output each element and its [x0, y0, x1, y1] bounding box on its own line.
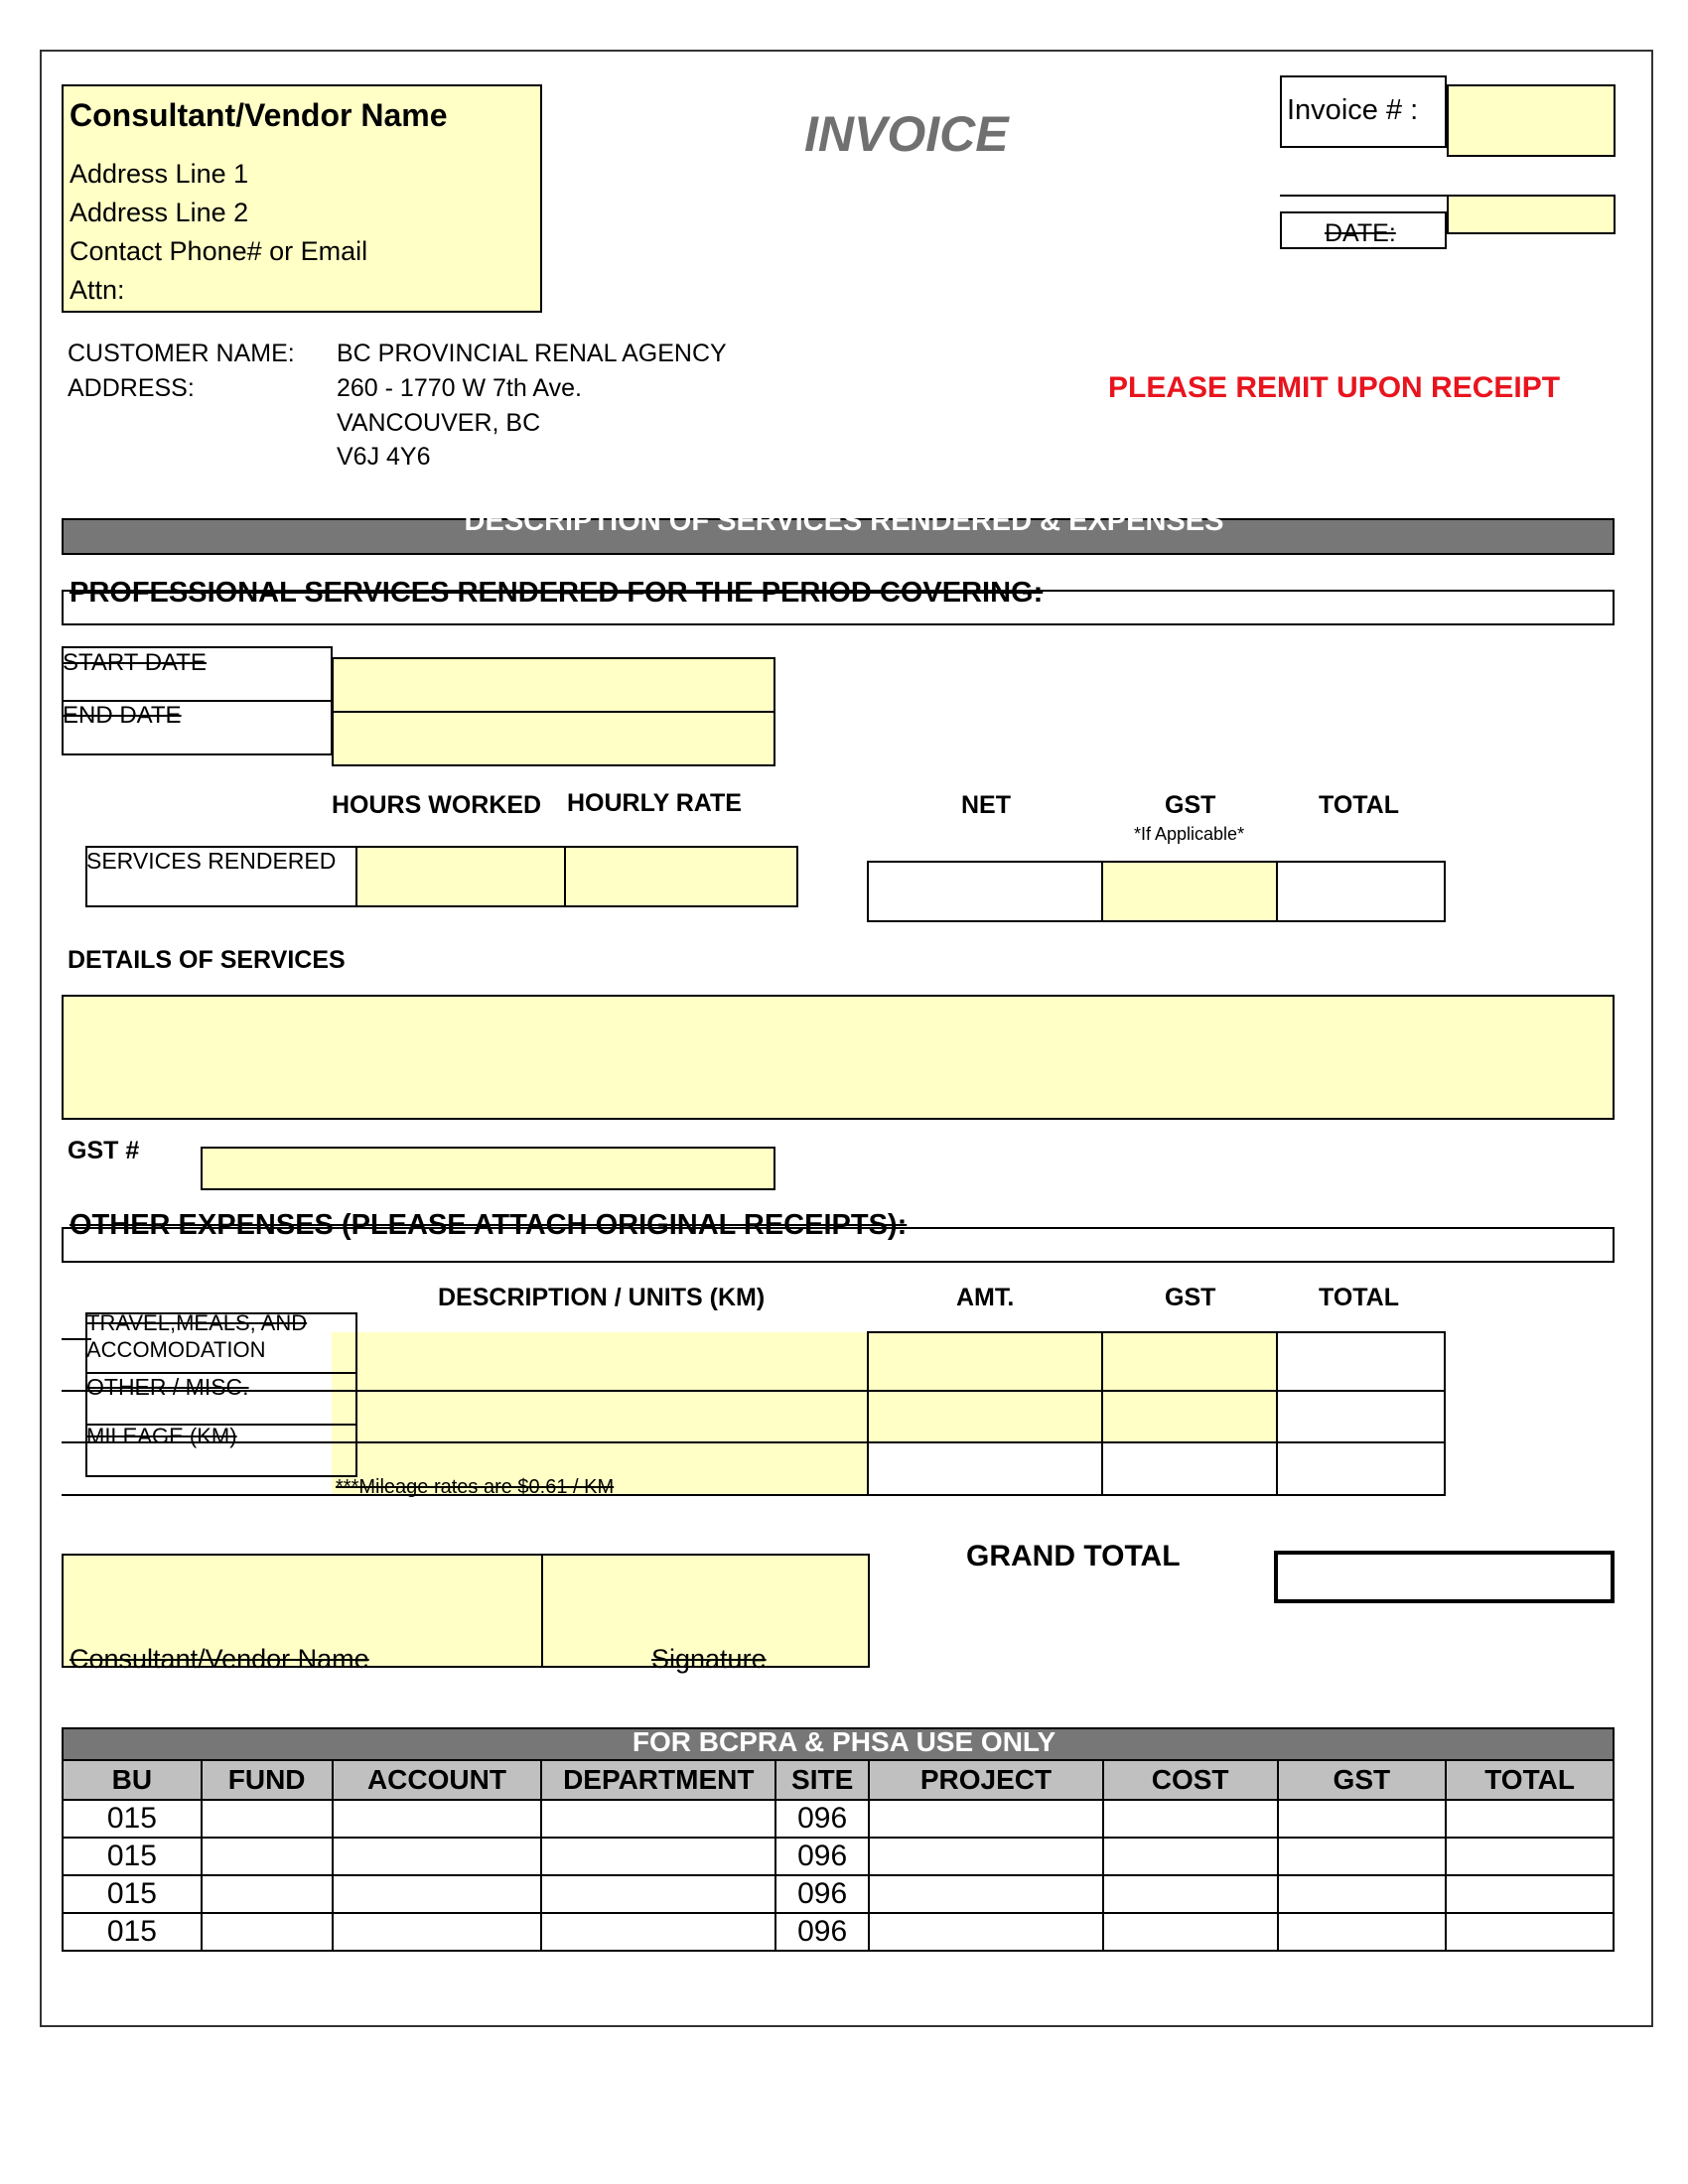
customer-name: BC PROVINCIAL RENAL AGENCY [337, 340, 727, 367]
col-fund: FUND [202, 1760, 333, 1800]
details-field[interactable] [62, 995, 1615, 1120]
cell-project[interactable] [869, 1913, 1103, 1951]
cell-fund[interactable] [202, 1913, 333, 1951]
account-coding-table [62, 1759, 1615, 1952]
cell-fund[interactable] [202, 1800, 333, 1838]
cell-account[interactable] [333, 1838, 542, 1875]
col-gst: GST [1278, 1760, 1447, 1800]
start-date-field[interactable] [332, 657, 775, 713]
date-top-rule [1280, 195, 1447, 197]
expense-amt-row-2[interactable] [867, 1391, 1103, 1443]
cell-account[interactable] [333, 1913, 542, 1951]
expense-amount-header: AMT. [956, 1284, 1015, 1311]
services-rendered-label: SERVICES RENDERED [86, 848, 337, 874]
vendor-address-2: Address Line 2 [70, 198, 249, 227]
cell-bu[interactable]: 015 [63, 1913, 202, 1951]
expense-amt-row-3[interactable] [867, 1442, 1103, 1495]
gst-field[interactable] [1101, 861, 1278, 922]
cell-department[interactable] [541, 1875, 775, 1913]
vendor-address-1: Address Line 1 [70, 159, 249, 189]
customer-address-2: VANCOUVER, BC [337, 409, 541, 437]
gst-header: GST [1165, 791, 1216, 819]
cell-site[interactable]: 096 [775, 1838, 869, 1875]
expense-grid-bottom [62, 1494, 1446, 1496]
net-header: NET [961, 791, 1011, 819]
cell-gst[interactable] [1278, 1913, 1447, 1951]
cell-department[interactable] [541, 1800, 775, 1838]
expense-travel-label-1: TRAVEL,MEALS, AND [86, 1310, 308, 1335]
cell-site[interactable]: 096 [775, 1800, 869, 1838]
expense-desc-row-2[interactable] [332, 1391, 869, 1443]
expense-vline-2 [1101, 1331, 1103, 1496]
hourly-rate-field[interactable] [564, 846, 798, 907]
expense-travel-label-2: ACCOMODATION [86, 1337, 266, 1362]
expense-mileage-label: MILEAGE (KM) [86, 1424, 237, 1448]
invoice-title: INVOICE [804, 106, 1009, 162]
cell-department[interactable] [541, 1913, 775, 1951]
invoice-number-label: Invoice # : [1287, 94, 1419, 126]
cell-total[interactable] [1446, 1800, 1614, 1838]
total-header: TOTAL [1319, 791, 1400, 819]
net-field[interactable] [867, 861, 1103, 922]
expense-other-label: OTHER / MISC. [86, 1374, 249, 1400]
col-account: ACCOUNT [333, 1760, 542, 1800]
table-row [63, 1875, 1614, 1913]
end-date-label: END DATE [63, 702, 182, 729]
end-date-field[interactable] [332, 711, 775, 766]
signature-label: Signature [651, 1644, 767, 1674]
expense-desc-row-1[interactable] [332, 1332, 869, 1392]
cell-cost[interactable] [1103, 1913, 1278, 1951]
customer-address-3: V6J 4Y6 [337, 443, 431, 471]
expense-gst-row-3[interactable] [1101, 1442, 1278, 1495]
cell-bu[interactable]: 015 [63, 1875, 202, 1913]
col-cost: COST [1103, 1760, 1278, 1800]
grand-total-label: GRAND TOTAL [966, 1540, 1181, 1572]
cell-total[interactable] [1446, 1875, 1614, 1913]
expense-gst-row-2[interactable] [1101, 1391, 1278, 1443]
col-project: PROJECT [869, 1760, 1103, 1800]
cell-gst[interactable] [1278, 1800, 1447, 1838]
expense-description-header: DESCRIPTION / UNITS (KM) [438, 1284, 766, 1311]
col-total: TOTAL [1446, 1760, 1614, 1800]
cell-gst[interactable] [1278, 1875, 1447, 1913]
col-bu: BU [63, 1760, 202, 1800]
date-field[interactable] [1447, 195, 1616, 234]
cell-total[interactable] [1446, 1913, 1614, 1951]
gst-note: *If Applicable* [1134, 824, 1245, 844]
gst-number-field[interactable] [201, 1147, 775, 1190]
col-site: SITE [775, 1760, 869, 1800]
total-field[interactable] [1276, 861, 1446, 922]
section-banner-text: DESCRIPTION OF SERVICES RENDERED & EXPENSES [464, 505, 1224, 537]
vendor-name: Consultant/Vendor Name [70, 97, 448, 133]
expense-grid-top [867, 1331, 1446, 1333]
cell-gst[interactable] [1278, 1838, 1447, 1875]
cell-cost[interactable] [1103, 1875, 1278, 1913]
cell-cost[interactable] [1103, 1800, 1278, 1838]
hourly-rate-header: HOURLY RATE [567, 789, 742, 817]
vendor-name-signature-label: Consultant/Vendor Name [70, 1644, 369, 1674]
table-row [63, 1838, 1614, 1875]
remit-notice: PLEASE REMIT UPON RECEIPT [1108, 371, 1561, 404]
grand-total-field[interactable] [1274, 1551, 1615, 1603]
details-label: DETAILS OF SERVICES [68, 946, 346, 974]
period-heading: PROFESSIONAL SERVICES RENDERED FOR THE PERIOD COVERING: [70, 577, 1044, 609]
cell-bu[interactable]: 015 [63, 1838, 202, 1875]
vendor-contact: Contact Phone# or Email [70, 236, 368, 266]
table-row [63, 1913, 1614, 1951]
account-coding-header-row [63, 1760, 1614, 1800]
cell-fund[interactable] [202, 1838, 333, 1875]
cell-project[interactable] [869, 1800, 1103, 1838]
customer-address-label: ADDRESS: [68, 374, 195, 402]
cell-project[interactable] [869, 1838, 1103, 1875]
cell-total[interactable] [1446, 1838, 1614, 1875]
expense-total-header: TOTAL [1319, 1284, 1400, 1311]
expense-gst-header: GST [1165, 1284, 1216, 1311]
cell-account[interactable] [333, 1800, 542, 1838]
hours-worked-field[interactable] [355, 846, 566, 907]
cell-account[interactable] [333, 1875, 542, 1913]
hours-worked-header: HOURS WORKED [332, 791, 542, 819]
customer-name-label: CUSTOMER NAME: [68, 340, 295, 367]
cell-site[interactable]: 096 [775, 1913, 869, 1951]
invoice-number-field[interactable] [1447, 84, 1616, 157]
cell-project[interactable] [869, 1875, 1103, 1913]
expense-gst-row-1[interactable] [1101, 1332, 1278, 1392]
table-row [63, 1800, 1614, 1838]
expense-vline-1 [867, 1331, 869, 1496]
cell-cost[interactable] [1103, 1838, 1278, 1875]
mileage-note: ***Mileage rates are $0.61 / KM [336, 1476, 615, 1498]
col-department: DEPARTMENT [541, 1760, 775, 1800]
expense-vline-4 [1444, 1331, 1446, 1496]
expense-amt-row-1[interactable] [867, 1332, 1103, 1392]
cell-site[interactable]: 096 [775, 1875, 869, 1913]
office-use-banner-text: FOR BCPRA & PHSA USE ONLY [632, 1726, 1056, 1757]
expense-total-row-1[interactable] [1276, 1332, 1446, 1392]
expense-total-row-3[interactable] [1276, 1442, 1446, 1495]
expenses-heading: OTHER EXPENSES (PLEASE ATTACH ORIGINAL RECEIPTS): [70, 1209, 908, 1241]
expense-total-row-2[interactable] [1276, 1391, 1446, 1443]
start-date-label: START DATE [63, 649, 207, 676]
cell-fund[interactable] [202, 1875, 333, 1913]
vendor-attn: Attn: [70, 275, 125, 305]
cell-department[interactable] [541, 1838, 775, 1875]
expense-vline-3 [1276, 1331, 1278, 1496]
date-label: DATE: [1325, 219, 1396, 247]
gst-number-label: GST # [68, 1137, 140, 1164]
customer-address-1: 260 - 1770 W 7th Ave. [337, 374, 582, 402]
cell-bu[interactable]: 015 [63, 1800, 202, 1838]
